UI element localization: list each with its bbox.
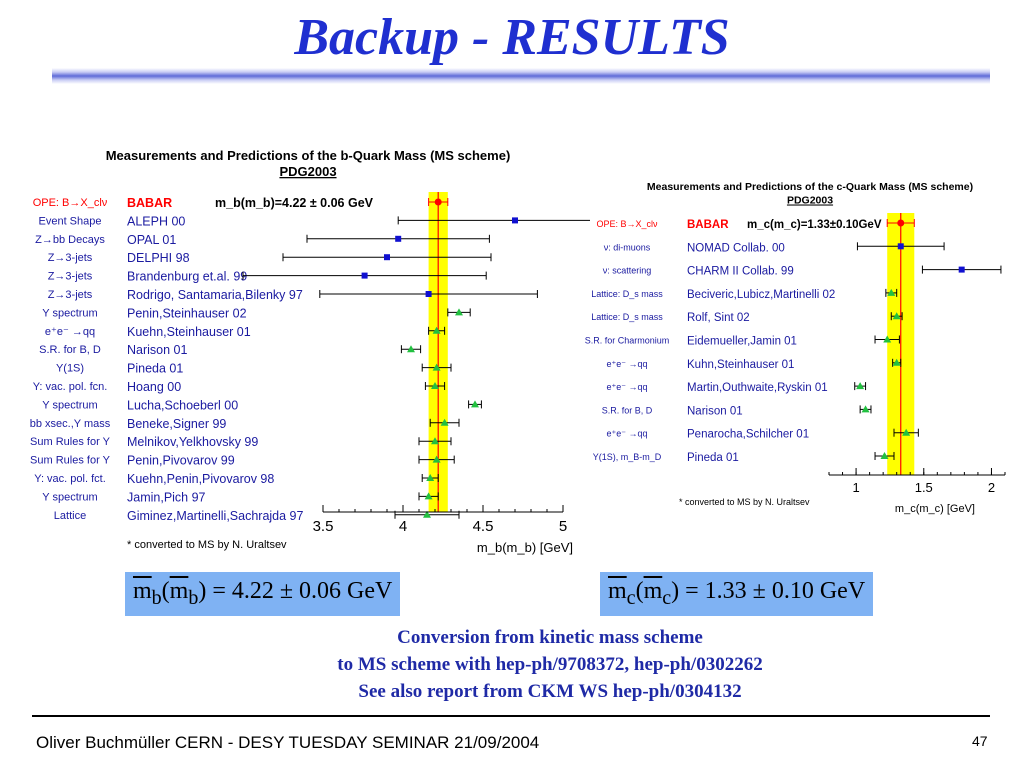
method-label: e⁺e⁻ →qq — [606, 382, 648, 393]
experiment-label: Penin,Pivovarov 99 — [127, 453, 235, 468]
experiment-label: Rolf, Sint 02 — [687, 312, 750, 325]
experiment-label: OPAL 01 — [127, 232, 177, 247]
experiment-label: Penin,Steinhauser 02 — [127, 306, 247, 321]
x-tick-label: 1.5 — [914, 480, 933, 495]
conversion-line-2: to MS scheme with hep-ph/9708372, hep-ph/0302262 — [337, 654, 763, 675]
b-mass-result-box: $\overline{m}_b(\overline{m}_b) = 4.22 \pm 0.06$ GeV — [125, 572, 400, 616]
x-tick-label: 4 — [398, 518, 408, 535]
method-label: Y spectrum — [42, 491, 98, 504]
x-axis-label: m_c(m_c) [GeV] — [894, 503, 975, 515]
x-tick-label: 1 — [852, 480, 860, 495]
experiment-label: Kuehn,Steinhauser 01 — [127, 324, 251, 339]
c-mass-symbol-2: $\overline{m}$ — [643, 578, 663, 604]
method-label: Lattice: D_s mass — [591, 312, 663, 323]
x-tick-label: 2 — [987, 480, 996, 495]
experiment-label: Penarocha,Schilcher 01 — [687, 428, 810, 441]
data-point-square — [426, 291, 432, 297]
method-label: S.R. for B, D — [601, 405, 653, 416]
experiment-label: Narison 01 — [127, 343, 188, 358]
c-quark-mass-chart — [575, 175, 1015, 520]
c-mass-result-box: $\overline{m}_c(\overline{m}_c) = 1.33 \pm 0.10$ GeV — [600, 572, 873, 616]
method-label: Lattice — [53, 509, 87, 522]
method-label: Sum Rules for Y — [30, 454, 110, 467]
data-point-square — [395, 236, 401, 242]
method-label: Z→3-jets — [47, 289, 93, 301]
data-point-square — [512, 217, 518, 223]
method-label: ν: scattering — [602, 265, 652, 276]
method-label: Y: vac. pol. fcn. — [32, 381, 108, 393]
c-mass-sub: c — [626, 586, 636, 609]
footnote: * converted to MS by N. Uraltsev — [127, 539, 287, 551]
data-point-square — [959, 267, 965, 273]
footnote: * converted to MS by N. Uraltsev — [679, 497, 810, 507]
method-label: Y spectrum — [42, 399, 98, 412]
babar-label: BABAR — [127, 196, 173, 210]
method-label: S.R. for B, D — [39, 344, 101, 357]
b-quark-mass-chart — [25, 140, 590, 560]
method-label: Z→bb Decays — [35, 233, 105, 246]
experiment-label: Beneke,Signer 99 — [127, 416, 227, 431]
experiment-label: Eidemueller,Jamin 01 — [687, 335, 797, 348]
method-label: Event Shape — [38, 215, 102, 228]
x-tick-label: 3.5 — [312, 518, 334, 535]
experiment-label: Pineda 01 — [127, 361, 184, 376]
method-label: S.R. for Charmonium — [584, 335, 670, 346]
method-label: Z→3-jets — [47, 252, 93, 265]
chart-title: Measurements and Predictions of the b-Quark Mass (MS scheme) — [105, 148, 511, 163]
experiment-label: Pineda 01 — [687, 452, 739, 464]
experiment-label: Beciveric,Lubicz,Martinelli 02 — [687, 288, 836, 301]
c-mass-sub-2: c — [662, 586, 672, 609]
chart-subtitle: PDG2003 — [786, 194, 834, 207]
babar-point — [435, 199, 442, 206]
experiment-label: Martin,Outhwaite,Ryskin 01 — [687, 382, 828, 395]
method-label: Y(1S) — [55, 362, 85, 375]
experiment-label: Jamin,Pich 97 — [127, 490, 206, 505]
experiment-label: DELPHI 98 — [127, 251, 190, 266]
footer-divider — [32, 715, 990, 717]
x-axis-label: m_b(m_b) [GeV] — [476, 540, 573, 555]
conversion-line-1: Conversion from kinetic mass scheme — [397, 627, 703, 648]
experiment-label: Melnikov,Yelkhovsky 99 — [127, 435, 259, 450]
babar-point — [897, 220, 904, 227]
method-label: Y spectrum — [42, 307, 98, 320]
experiment-label: Giminez,Martinelli,Sachrajda 97 — [127, 508, 304, 523]
data-point-square — [362, 273, 368, 279]
experiment-label: Kuehn,Penin,Pivovarov 98 — [127, 472, 275, 486]
page-number: 47 — [972, 733, 988, 749]
title-underline-bar — [52, 68, 990, 84]
babar-method-label: OPE: B→X_clν — [596, 219, 658, 229]
footer-text: Oliver Buchmüller CERN - DESY TUESDAY SEMINAR 21/09/2004 — [36, 733, 540, 752]
method-label: Y(1S), m_B-m_D — [592, 452, 662, 462]
c-mass-symbol: $\overline{m}$ — [608, 578, 627, 604]
chart-title: Measurements and Predictions of the c-Quark Mass (MS scheme) — [646, 181, 974, 193]
b-mass-sub: b — [151, 586, 162, 609]
x-tick-label: 5 — [558, 518, 568, 535]
experiment-label: Kuhn,Steinhauser 01 — [687, 358, 795, 371]
b-mass-value: = 4.22 ± 0.06 GeV — [206, 578, 393, 604]
chart-subtitle: PDG2003 — [279, 164, 337, 179]
method-label: Z→3-jets — [47, 270, 93, 283]
experiment-label: CHARM II Collab. 99 — [687, 265, 794, 278]
method-label: e⁺e⁻ →qq — [606, 428, 648, 439]
method-label: e⁺e⁻ →qq — [44, 325, 96, 338]
b-mass-symbol: $\overline{m}$ — [133, 578, 152, 604]
experiment-label: Hoang 00 — [127, 380, 182, 394]
experiment-label: Brandenburg et.al. 99 — [127, 269, 248, 284]
method-label: Lattice: D_s mass — [591, 288, 663, 299]
data-point-square — [384, 254, 390, 260]
slide-title: Backup - RESULTS — [294, 9, 730, 66]
method-label: e⁺e⁻ →qq — [606, 358, 648, 369]
babar-value-text: m_b(m_b)=4.22 ± 0.06 GeV — [215, 196, 373, 210]
method-label: ν: di-muons — [603, 242, 651, 253]
experiment-label: NOMAD Collab. 00 — [687, 242, 785, 255]
b-mass-symbol-2: $\overline{m}$ — [169, 578, 189, 604]
c-mass-value: = 1.33 ± 0.10 GeV — [679, 578, 866, 604]
conversion-line-3: See also report from CKM WS hep-ph/0304132 — [358, 681, 742, 702]
experiment-label: Lucha,Schoeberl 00 — [127, 398, 239, 413]
x-tick-label: 4.5 — [472, 518, 494, 535]
experiment-label: ALEPH 00 — [127, 214, 186, 229]
method-label: Sum Rules for Y — [30, 436, 110, 449]
data-point-square — [898, 243, 904, 249]
b-mass-sub-2: b — [188, 586, 199, 609]
experiment-label: Narison 01 — [687, 405, 743, 418]
babar-label: BABAR — [687, 219, 729, 231]
babar-value-text: m_c(m_c)=1.33±0.10GeV — [747, 219, 882, 231]
experiment-label: Rodrigo, Santamaria,Bilenky 97 — [127, 288, 303, 302]
method-label: bb xsec.,Y mass — [29, 417, 111, 430]
babar-method-label: OPE: B→X_clν — [32, 197, 108, 209]
method-label: Y: vac. pol. fct. — [34, 473, 106, 485]
